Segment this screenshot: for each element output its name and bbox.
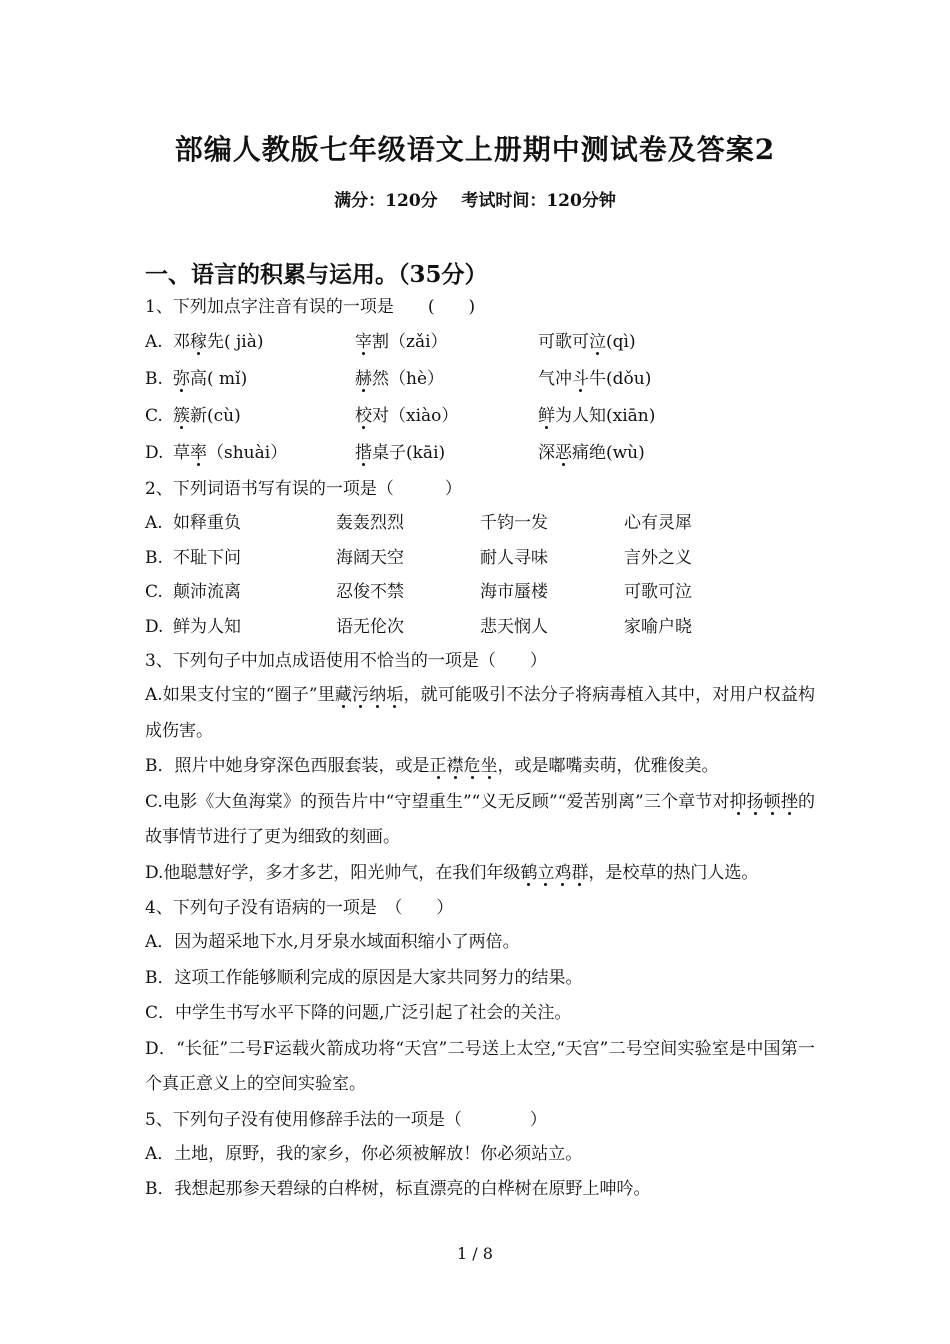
word-item: 鲜为人知 [173, 616, 241, 637]
q5-option-a: A．土地，原野，我的家乡，你必须被解放！你必须站立。 [145, 1143, 583, 1164]
option-item: 赫然（hè） [355, 369, 445, 389]
word-item: 海阔天空 [336, 547, 404, 568]
question-1-stem: 1、下列加点字注音有误的一项是 ( ) [145, 297, 476, 317]
question-2-stem: 2、下列词语书写有误的一项是（ ） [145, 479, 462, 499]
option-label: A. [145, 513, 163, 533]
option-label: B. [145, 547, 163, 568]
q4-option-c: C．中学生书写水平下降的问题,广泛引起了社会的关注。 [145, 1003, 572, 1023]
option-item: 鲜为人知(xiān) [538, 406, 656, 426]
dotted-char: 簇 [173, 406, 190, 426]
score-time-info: 满分：120分 考试时间：120分钟 [334, 191, 616, 211]
section-heading: 一、语言的积累与运用。（35分） [145, 261, 488, 288]
word-item: 不耻下问 [173, 547, 241, 568]
word-item: 言外之义 [624, 547, 692, 568]
word-item: 轰轰烈烈 [336, 513, 404, 533]
option-item: 草率（shuài） [173, 443, 288, 463]
option-item: 校对（xiào） [355, 406, 459, 426]
word-item: 家喻户晓 [624, 616, 692, 637]
q1-option-row [145, 398, 815, 435]
page-number: 1 / 8 [457, 1244, 493, 1263]
word-item: 颠沛流离 [173, 582, 241, 602]
q2-option-row [145, 506, 815, 541]
option-label: C. [145, 406, 163, 426]
dotted-char: 鲜 [538, 406, 555, 426]
option-item: 揩桌子(kāi) [355, 443, 446, 463]
option-label: D. [145, 616, 164, 637]
word-item: 心有灵犀 [624, 513, 692, 533]
question-4-stem: 4、下列句子没有语病的一项是 （ ） [145, 898, 454, 918]
option-item: 深恶痛绝(wù) [538, 443, 645, 463]
option-item: 宰割（zǎi） [355, 332, 448, 352]
dotted-char: 斗 [572, 369, 589, 389]
q3-option-a: A.如果支付宝的“圈子”里藏污纳垢，就可能吸引不法分子将病毒植入其中，对用户权益构成伤害。 [145, 685, 816, 741]
word-item: 如释重负 [173, 513, 241, 533]
word-item: 耐人寻味 [480, 547, 548, 568]
option-item: 弥高( mǐ) [173, 369, 248, 389]
dotted-char: 赫 [355, 369, 372, 389]
q5-option-b: B．我想起那参天碧绿的白桦树，标直漂亮的白桦树在原野上呻吟。 [145, 1179, 651, 1199]
option-label: A. [145, 332, 163, 352]
word-item: 千钧一发 [480, 513, 548, 533]
dotted-char: 泣 [589, 332, 606, 352]
question-content [145, 290, 815, 1208]
option-item: 簇新(cù) [173, 406, 241, 426]
dotted-char: 弥 [173, 369, 190, 389]
option-label: D. [145, 443, 164, 463]
option-label: C. [145, 582, 163, 602]
option-item: 气冲斗牛(dǒu) [538, 369, 652, 389]
dotted-char: 率 [190, 443, 207, 463]
q1-option-row [145, 361, 815, 398]
word-item: 语无伦次 [336, 616, 404, 637]
dotted-char: 揩 [355, 443, 372, 463]
q4-option-a: A．因为超采地下水,月牙泉水域面积缩小了两倍。 [145, 932, 520, 952]
dotted-char: 校 [355, 406, 372, 426]
page-title: 部编人教版七年级语文上册期中测试卷及答案2 [174, 133, 776, 166]
dotted-char: 恶 [555, 443, 572, 463]
q4-option-d: D．“长征”二号F运载火箭成功将“天宫”二号送上太空,“天宫”二号空间实验室是中国第一个真正意义上的空间实验室。 [145, 1038, 815, 1094]
q3-option-c: C.电影《大鱼海棠》的预告片中“守望重生”“义无反顾”“爱苦别离”三个章节对抑扬顿挫的故事情节进行了更为细致的刻画。 [145, 791, 816, 847]
word-item: 悲天悯人 [480, 616, 548, 637]
q1-option-row [145, 324, 815, 361]
q3-option-b: B．照片中她身穿深色西服套装，或是正襟危坐，或是嘟嘴卖萌，优雅俊美。 [145, 756, 719, 776]
option-label: B. [145, 369, 163, 389]
option-item: 邓稼先( jià) [173, 332, 264, 352]
dotted-char: 稼 [190, 332, 207, 352]
q2-option-row [145, 541, 815, 576]
dotted-char: 宰 [355, 332, 372, 352]
q4-option-b: B．这项工作能够顺利完成的原因是大家共同努力的结果。 [145, 967, 583, 988]
q1-option-row [145, 435, 815, 472]
word-item: 忍俊不禁 [336, 582, 404, 602]
q2-option-row [145, 575, 815, 610]
word-item: 海市蜃楼 [480, 582, 548, 602]
question-3-stem: 3、下列句子中加点成语使用不恰当的一项是（ ） [145, 651, 547, 671]
q2-option-row [145, 610, 815, 645]
q3-option-d: D.他聪慧好学，多才多艺，阳光帅气，在我们年级鹤立鸡群，是校草的热门人选。 [145, 862, 759, 883]
option-item: 可歌可泣(qì) [538, 332, 636, 352]
question-5-stem: 5、下列句子没有使用修辞手法的一项是（ ） [145, 1109, 547, 1130]
word-item: 可歌可泣 [624, 582, 692, 602]
